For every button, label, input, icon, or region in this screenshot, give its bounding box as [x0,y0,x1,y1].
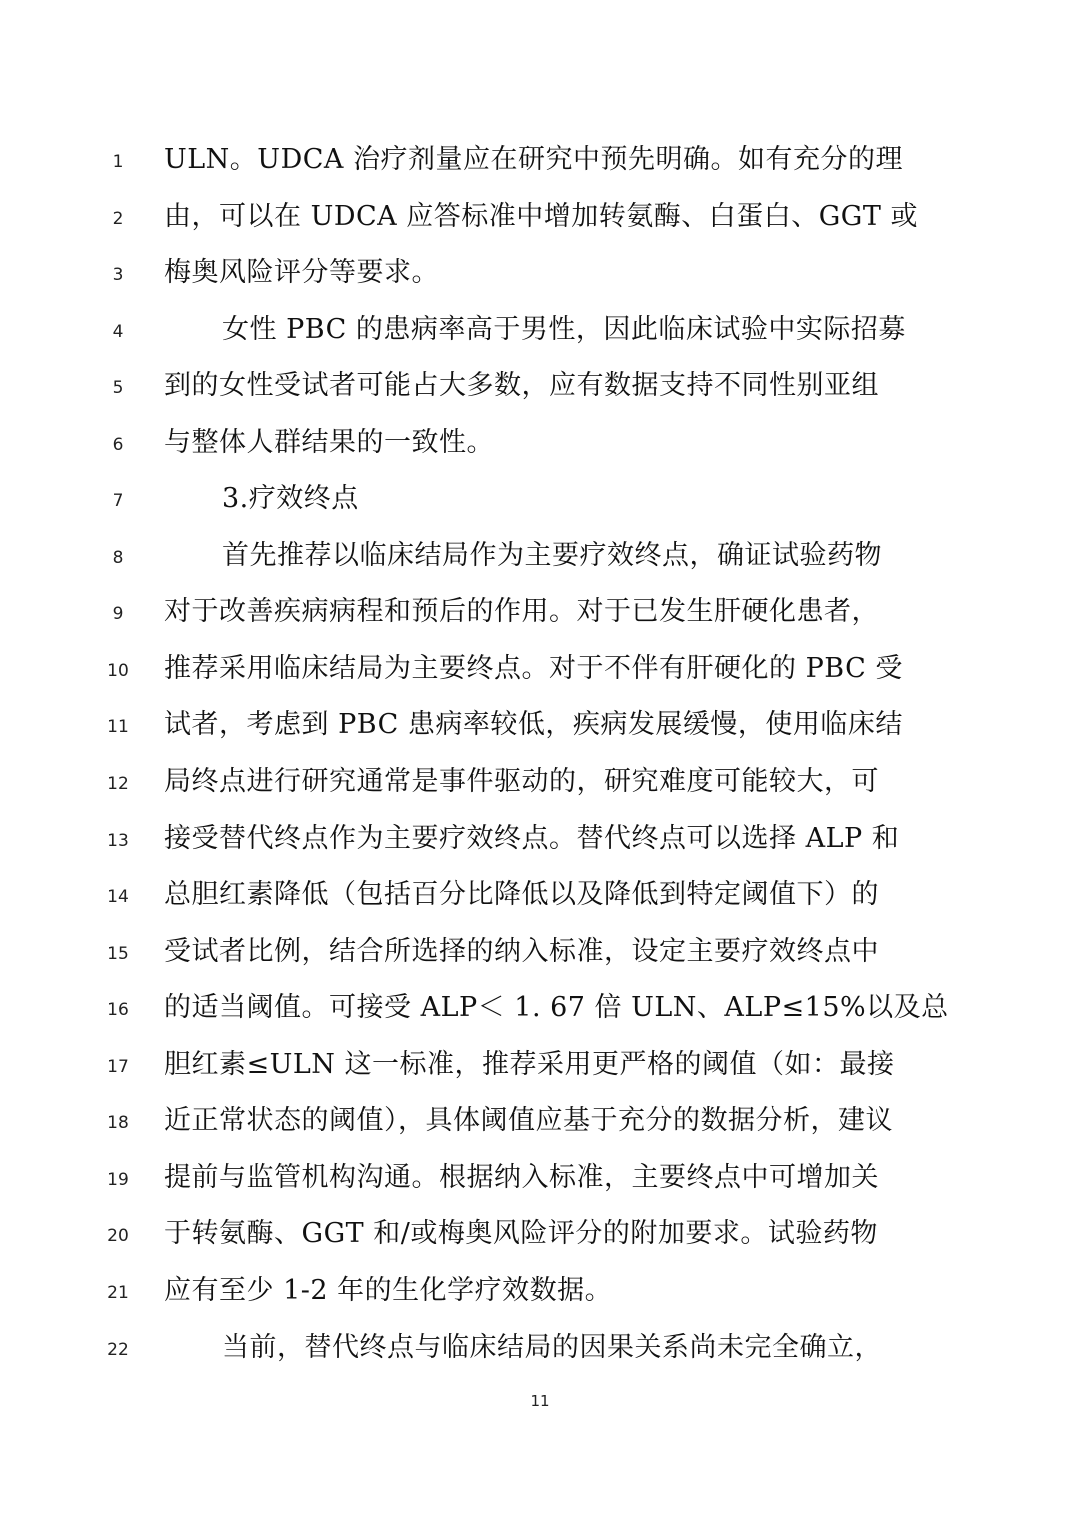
line-number: 12 [107,774,129,794]
line-number: 20 [107,1226,129,1246]
line-number: 8 [112,548,124,568]
text-line [0,1206,1080,1262]
text-line [0,1320,1080,1376]
text-line [0,245,1080,301]
section-heading: 3.疗效终点 [222,483,359,514]
line-text: ULN。UDCA 治疗剂量应在研究中预先明确。如有充分的理 [164,144,903,175]
line-number: 18 [107,1113,129,1133]
text-line [0,811,1080,867]
line-text: 女性 PBC 的患病率高于男性，因此临床试验中实际招募 [222,314,906,345]
line-text: 受试者比例，结合所选择的纳入标准，设定主要疗效终点中 [164,936,879,967]
line-text: 胆红素≤ULN 这一标准，推荐采用更严格的阈值（如：最接 [164,1049,895,1080]
text-line [0,132,1080,188]
text-line [0,528,1080,584]
line-text: 推荐采用临床结局为主要终点。对于不伴有肝硬化的 PBC 受 [164,653,903,684]
line-text: 由，可以在 UDCA 应答标准中增加转氨酶、白蛋白、GGT 或 [164,201,918,232]
text-line [0,302,1080,358]
line-text: 局终点进行研究通常是事件驱动的，研究难度可能较大，可 [164,766,879,797]
line-text: 到的女性受试者可能占大多数，应有数据支持不同性别亚组 [164,370,879,401]
line-number: 19 [107,1170,129,1190]
text-line [0,980,1080,1036]
line-number: 7 [112,491,124,511]
page-number: 11 [530,1392,550,1410]
line-number: 15 [107,944,129,964]
text-line [0,358,1080,414]
text-line [0,1263,1080,1319]
line-number: 13 [107,831,129,851]
line-number: 6 [112,435,124,455]
text-line [0,415,1080,471]
line-text: 与整体人群结果的一致性。 [164,427,494,458]
line-number: 21 [107,1283,129,1303]
line-number: 22 [107,1340,129,1360]
line-text: 近正常状态的阈值），具体阈值应基于充分的数据分析，建议 [164,1105,893,1136]
line-number: 1 [112,152,124,172]
text-line [0,924,1080,980]
line-number: 4 [112,322,124,342]
line-text: 的适当阈值。可接受 ALP＜ 1. 67 倍 ULN、ALP≤15%以及总 [164,992,949,1023]
line-number: 16 [107,1000,129,1020]
text-line [0,584,1080,640]
text-line [0,1037,1080,1093]
text-line [0,641,1080,697]
line-text: 首先推荐以临床结局作为主要疗效终点，确证试验药物 [222,540,882,571]
line-number: 14 [107,887,129,907]
line-number: 17 [107,1057,129,1077]
text-line [0,189,1080,245]
text-line [0,471,1080,527]
line-number: 2 [112,209,124,229]
text-line [0,754,1080,810]
text-line [0,867,1080,923]
line-text: 于转氨酶、GGT 和/或梅奥风险评分的附加要求。试验药物 [164,1218,878,1249]
line-text: 总胆红素降低（包括百分比降低以及降低到特定阈值下）的 [164,879,879,910]
line-text: 试者，考虑到 PBC 患病率较低，疾病发展缓慢，使用临床结 [164,709,903,740]
line-number: 9 [112,604,124,624]
line-text: 应有至少 1-2 年的生化学疗效数据。 [164,1275,613,1306]
line-number: 3 [112,265,124,285]
line-text: 接受替代终点作为主要疗效终点。替代终点可以选择 ALP 和 [164,823,900,854]
line-text: 提前与监管机构沟通。根据纳入标准，主要终点中可增加关 [164,1162,879,1193]
line-number: 11 [107,717,129,737]
text-line [0,1093,1080,1149]
line-number: 10 [107,661,129,681]
line-text: 对于改善疾病病程和预后的作用。对于已发生肝硬化患者， [164,596,879,627]
line-text: 梅奥风险评分等要求。 [164,257,439,288]
line-number: 5 [112,378,124,398]
line-text: 当前，替代终点与临床结局的因果关系尚未完全确立， [222,1332,882,1363]
text-line [0,1150,1080,1206]
text-line [0,697,1080,753]
